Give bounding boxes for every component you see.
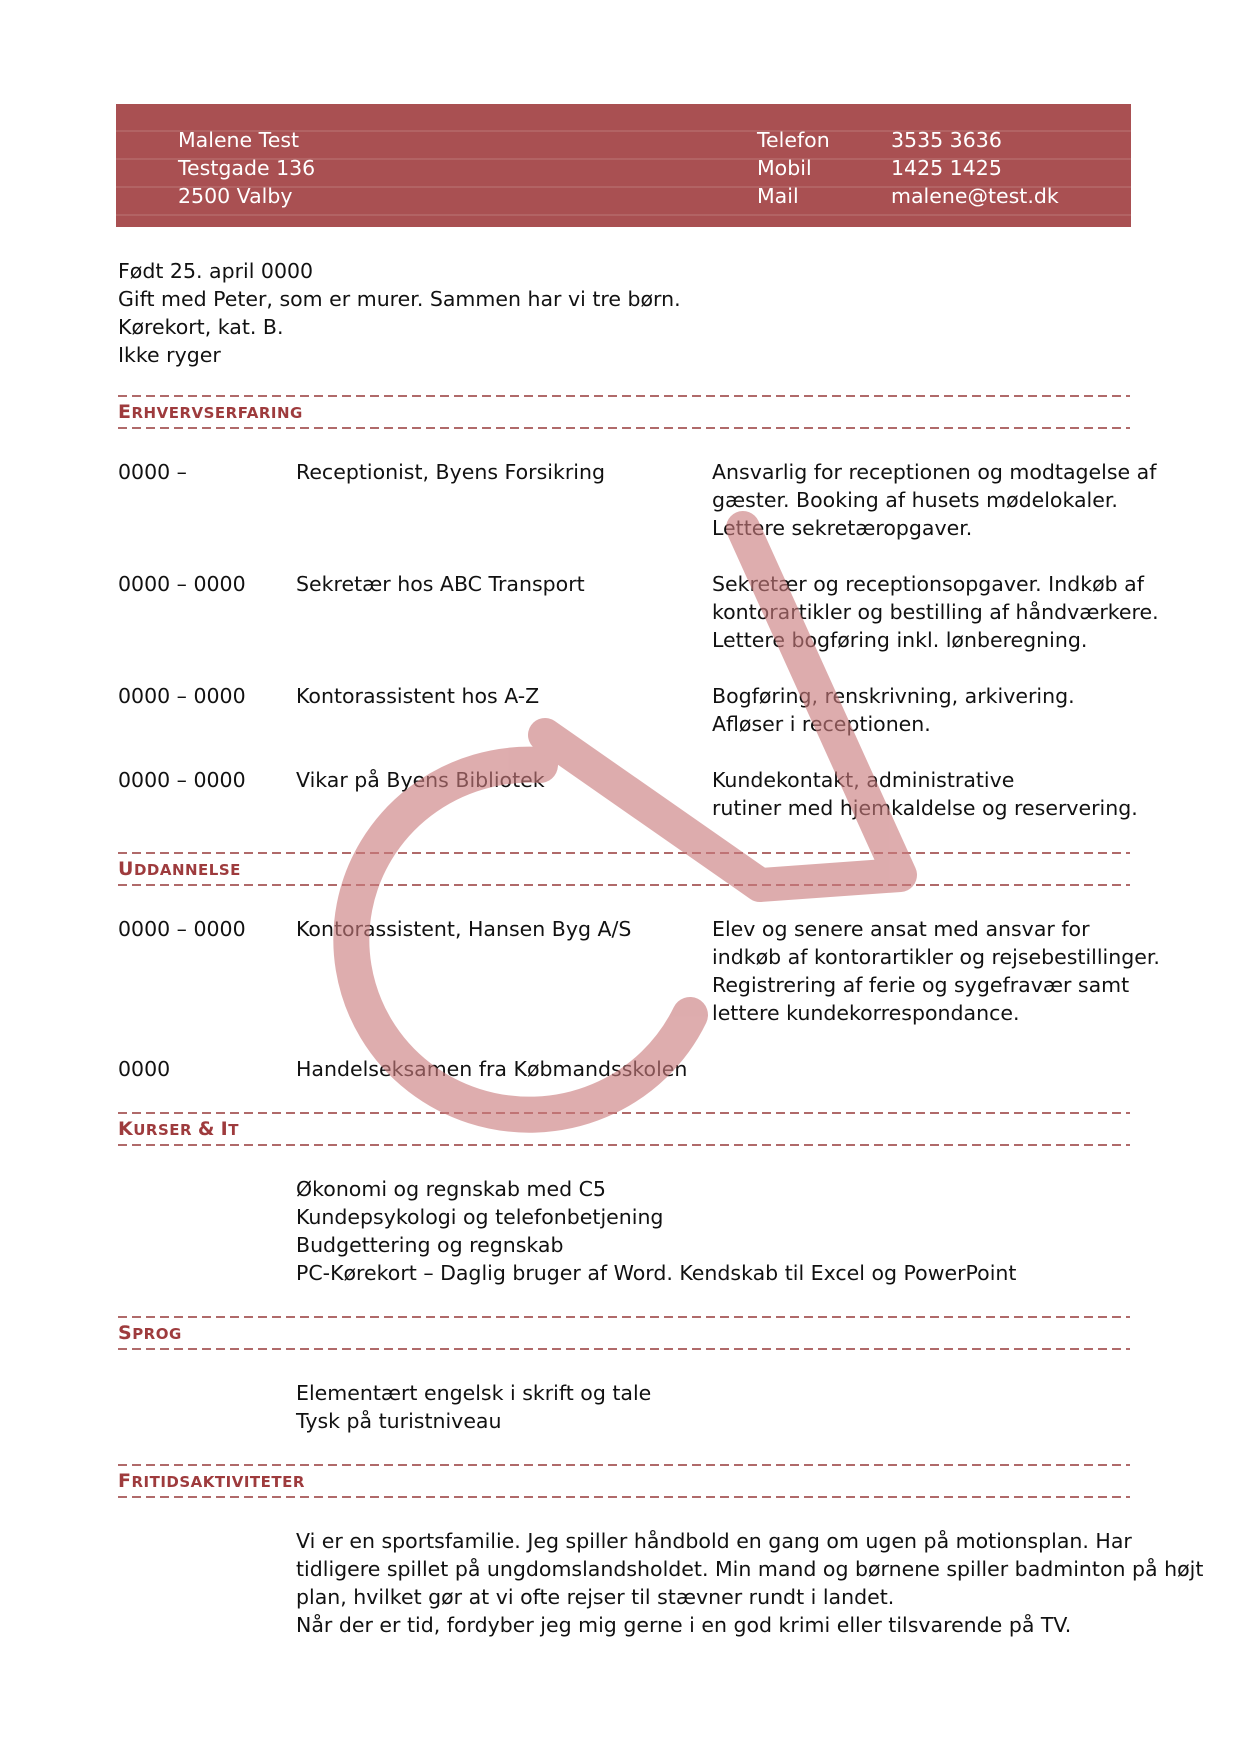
description-line: Bogføring, renskrivning, arkivering.	[712, 684, 1075, 708]
job-title: Kontorassistent hos A-Z	[296, 684, 540, 708]
header-banner	[116, 104, 1131, 227]
course-item: Budgettering og regnskab	[296, 1233, 564, 1257]
language-item: Elementært engelsk i skrift og tale	[296, 1381, 652, 1405]
education-description	[712, 915, 1160, 1027]
job-description	[712, 570, 1159, 654]
section-title: UDDANNELSE	[118, 858, 241, 880]
personal-line: Ikke ryger	[118, 343, 221, 367]
description-line: Elev og senere ansat med ansvar for	[712, 917, 1090, 941]
course-item: Økonomi og regnskab med C5	[296, 1177, 606, 1201]
job-description	[712, 682, 1142, 738]
mobile-value: 1425 1425	[891, 156, 1002, 180]
period: 0000 – 0000	[118, 768, 246, 792]
mail-value[interactable]: malene@test.dk	[891, 184, 1059, 208]
description-line: Sekretær og receptionsopgaver. Indkøb af	[712, 572, 1144, 596]
leisure-line: plan, hvilket gør at vi ofte rejser til stævner rundt i landet.	[296, 1585, 895, 1609]
education-title: Handelseksamen fra Købmandsskolen	[296, 1057, 688, 1081]
section-title: SPROG	[118, 1322, 182, 1344]
period: 0000 –	[118, 460, 187, 484]
leisure-line: Vi er en sportsfamilie. Jeg spiller håndbold en gang om ugen på motionsplan. Har	[296, 1529, 1132, 1553]
personal-line: Gift med Peter, som er murer. Sammen har vi tre børn.	[118, 287, 681, 311]
job-description	[712, 458, 1157, 542]
personal-line: Kørekort, kat. B.	[118, 315, 284, 339]
description-line: lettere kundekorrespondance.	[712, 1001, 1020, 1025]
description-line: Ansvarlig for receptionen og modtagelse af	[712, 460, 1157, 484]
description-line: Lettere bogføring inkl. lønberegning.	[712, 628, 1088, 652]
job-description	[712, 766, 1142, 822]
course-item: PC-Kørekort – Daglig bruger af Word. Kendskab til Excel og PowerPoint	[296, 1261, 1017, 1285]
courses-list	[296, 1175, 1016, 1287]
section-header-courses	[118, 1112, 1130, 1146]
leisure-line: Når der er tid, fordyber jeg mig gerne i en god krimi eller tilsvarende på TV.	[296, 1613, 1072, 1637]
period: 0000 – 0000	[118, 572, 246, 596]
description-line: kontorartikler og bestilling af håndværkere.	[712, 600, 1159, 624]
section-header-languages	[118, 1316, 1130, 1350]
education-title: Kontorassistent, Hansen Byg A/S	[296, 917, 632, 941]
language-item: Tysk på turistniveau	[296, 1409, 502, 1433]
period: 0000	[118, 1057, 171, 1081]
job-title: Vikar på Byens Bibliotek	[296, 768, 545, 792]
job-title: Receptionist, Byens Forsikring	[296, 460, 605, 484]
mail-label: Mail	[757, 184, 799, 208]
description-line: rutiner med hjemkaldelse og reservering.	[712, 796, 1138, 820]
contact-values	[891, 126, 1059, 210]
description-line: Lettere sekretæropgaver.	[712, 516, 973, 540]
languages-list	[296, 1379, 651, 1435]
description-line: gæster. Booking af husets mødelokaler.	[712, 488, 1118, 512]
section-header-experience	[118, 395, 1130, 429]
course-item: Kundepsykologi og telefonbetjening	[296, 1205, 664, 1229]
phone-value: 3535 3636	[891, 128, 1002, 152]
description-line: Registrering af ferie og sygefravær samt	[712, 973, 1130, 997]
postal-city: 2500 Valby	[178, 184, 293, 208]
description-line: indkøb af kontorartikler og rejsebestillinger.	[712, 945, 1160, 969]
description-line: Kundekontakt, administrative	[712, 768, 1015, 792]
description-line: Afløser i receptionen.	[712, 712, 931, 736]
section-header-leisure	[118, 1464, 1130, 1498]
job-title: Sekretær hos ABC Transport	[296, 572, 585, 596]
leisure-text	[296, 1527, 1203, 1639]
section-title: FRITIDSAKTIVITETER	[118, 1470, 305, 1492]
mobile-label: Mobil	[757, 156, 812, 180]
section-title: ERHVERVSERFARING	[118, 401, 303, 423]
section-header-education	[118, 852, 1130, 886]
section-title: KURSER & IT	[118, 1118, 239, 1140]
applicant-address	[178, 126, 315, 210]
personal-info	[118, 257, 681, 369]
leisure-line: tidligere spillet på ungdomslandsholdet. Min mand og børnene spiller badminton på højt	[296, 1557, 1204, 1581]
applicant-name: Malene Test	[178, 128, 300, 152]
period: 0000 – 0000	[118, 684, 246, 708]
street-address: Testgade 136	[178, 156, 316, 180]
personal-line: Født 25. april 0000	[118, 259, 314, 283]
period: 0000 – 0000	[118, 917, 246, 941]
phone-label: Telefon	[757, 128, 830, 152]
contact-labels	[757, 126, 830, 210]
